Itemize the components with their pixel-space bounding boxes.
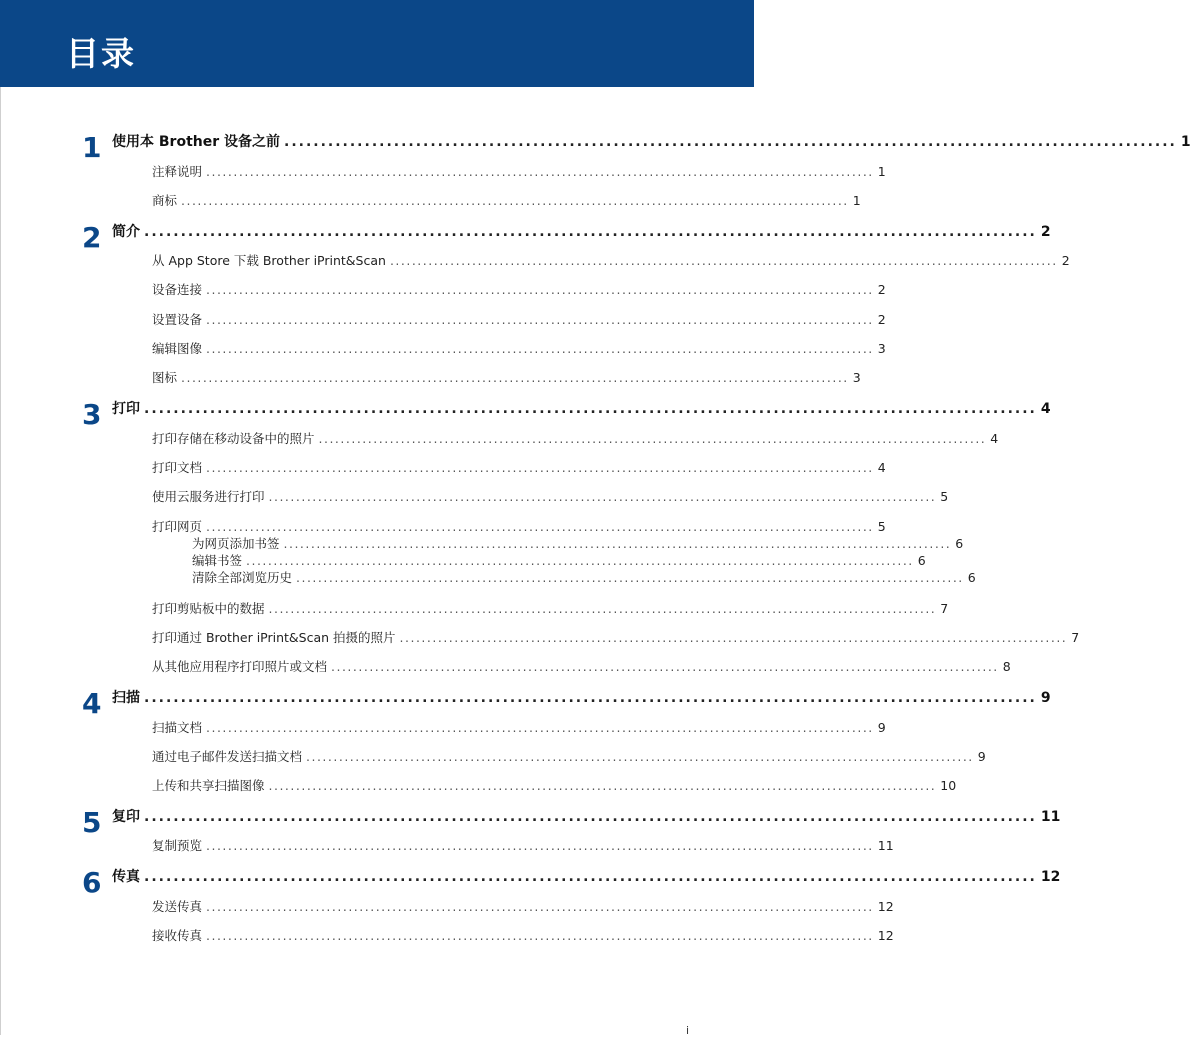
- section-entry[interactable]: [152, 339, 886, 357]
- chapter-number: 4: [82, 687, 102, 720]
- section-title: 发送传真: [152, 899, 203, 914]
- subsection-title: 为网页添加书签: [192, 536, 280, 551]
- chapter-title: 使用本 Brother 设备之前: [112, 134, 280, 150]
- section-title: 复制预览: [152, 838, 203, 853]
- chapter-entry[interactable]: [112, 398, 1051, 418]
- chapter-entry[interactable]: [112, 806, 1061, 826]
- dot-leader: ..........................................................................................................................: [206, 312, 874, 327]
- chapter-entry[interactable]: [112, 687, 1051, 707]
- page-number: 12: [1040, 869, 1061, 885]
- chapter-title: 传真: [112, 869, 140, 885]
- section-title: 使用云服务进行打印: [152, 489, 265, 504]
- dot-leader: ..........................................................................................................................: [206, 899, 874, 914]
- page-number: 10: [940, 778, 957, 793]
- dot-leader: ..........................................................................................................................: [268, 778, 937, 793]
- page-number: 7: [940, 601, 949, 616]
- section-entry[interactable]: [152, 776, 957, 794]
- page-number: 6: [955, 536, 964, 551]
- section-title: 打印网页: [152, 519, 203, 534]
- dot-leader: ..........................................................................................................................: [399, 630, 1068, 645]
- page-number: 7: [1071, 630, 1080, 645]
- page-number: 9: [877, 720, 886, 735]
- page-number: 2: [1040, 224, 1051, 240]
- dot-leader: ..........................................................................................................................: [283, 536, 952, 551]
- section-title: 图标: [152, 370, 178, 385]
- chapter-title: 打印: [112, 401, 140, 417]
- dot-leader: ..........................................................................................................................: [246, 553, 914, 568]
- dot-leader: ..........................................................................................................................: [268, 489, 937, 504]
- section-title: 上传和共享扫描图像: [152, 778, 265, 793]
- page-marker: i: [686, 1024, 690, 1037]
- section-entry[interactable]: [152, 628, 1080, 646]
- page-number: 4: [1040, 401, 1051, 417]
- dot-leader: ..........................................................................................................................: [268, 601, 937, 616]
- page-number: 1: [877, 164, 886, 179]
- page-number: 5: [877, 519, 886, 534]
- page-number: 2: [1061, 253, 1070, 268]
- section-title: 编辑图像: [152, 341, 203, 356]
- chapter-number: 3: [82, 398, 102, 431]
- section-entry[interactable]: [152, 191, 861, 209]
- page-number: 3: [852, 370, 861, 385]
- section-entry[interactable]: [152, 251, 1070, 269]
- dot-leader: ..........................................................................................................................: [331, 659, 999, 674]
- section-entry[interactable]: [152, 162, 886, 180]
- section-title: 从其他应用程序打印照片或文档: [152, 659, 328, 674]
- page-number: 11: [1040, 809, 1061, 825]
- dot-leader: ..........................................................................................................................: [389, 253, 1058, 268]
- chapter-title: 复印: [112, 809, 140, 825]
- dot-leader: ..........................................................................................................................: [181, 193, 849, 208]
- section-entry[interactable]: [152, 897, 894, 915]
- page-number: 6: [917, 553, 926, 568]
- dot-leader: ..........................................................................................................................: [144, 869, 1037, 885]
- page-number: 1: [1180, 134, 1191, 150]
- page-number: 11: [877, 838, 894, 853]
- dot-leader: ..........................................................................................................................: [206, 519, 874, 534]
- dot-leader: ..........................................................................................................................: [318, 431, 987, 446]
- dot-leader: ..........................................................................................................................: [206, 164, 874, 179]
- section-entry[interactable]: [152, 926, 894, 944]
- page-number: 2: [877, 282, 886, 297]
- section-title: 商标: [152, 193, 178, 208]
- section-entry[interactable]: [152, 487, 949, 505]
- dot-leader: ..........................................................................................................................: [144, 224, 1037, 240]
- section-title: 打印通过 Brother iPrint&Scan 拍摄的照片: [152, 630, 396, 645]
- dot-leader: ..........................................................................................................................: [206, 720, 874, 735]
- section-title: 打印剪贴板中的数据: [152, 601, 265, 616]
- page-number: 12: [877, 928, 894, 943]
- section-entry[interactable]: [152, 718, 886, 736]
- dot-leader: ..........................................................................................................................: [296, 570, 964, 585]
- section-entry[interactable]: [152, 280, 886, 298]
- page-number: 4: [877, 460, 886, 475]
- page-number: 5: [940, 489, 949, 504]
- subsection-title: 清除全部浏览历史: [192, 570, 293, 585]
- dot-leader: ..........................................................................................................................: [144, 401, 1037, 417]
- dot-leader: ..........................................................................................................................: [181, 370, 849, 385]
- dot-leader: ..........................................................................................................................: [144, 690, 1037, 706]
- dot-leader: ..........................................................................................................................: [206, 460, 874, 475]
- subsection-entry[interactable]: [192, 534, 964, 552]
- chapter-number: 6: [82, 866, 102, 899]
- section-entry[interactable]: [152, 657, 1011, 675]
- subsection-title: 编辑书签: [192, 553, 243, 568]
- dot-leader: ..........................................................................................................................: [284, 134, 1177, 150]
- section-title: 通过电子邮件发送扫描文档: [152, 749, 303, 764]
- section-title: 接收传真: [152, 928, 203, 943]
- section-title: 打印文档: [152, 460, 203, 475]
- dot-leader: ..........................................................................................................................: [306, 749, 974, 764]
- section-entry[interactable]: [152, 429, 999, 447]
- section-entry[interactable]: [152, 599, 949, 617]
- dot-leader: ..........................................................................................................................: [206, 838, 874, 853]
- page-number: 9: [1040, 690, 1051, 706]
- page-number: 9: [977, 749, 986, 764]
- dot-leader: ..........................................................................................................................: [144, 809, 1037, 825]
- section-entry[interactable]: [152, 747, 986, 765]
- chapter-entry[interactable]: [112, 221, 1051, 241]
- page-number: 2: [877, 312, 886, 327]
- page-number: 3: [877, 341, 886, 356]
- section-title: 设备连接: [152, 282, 203, 297]
- chapter-entry[interactable]: [112, 866, 1061, 886]
- section-entry[interactable]: [152, 368, 861, 386]
- section-title: 设置设备: [152, 312, 203, 327]
- chapter-number: 5: [82, 806, 102, 839]
- section-title: 打印存储在移动设备中的照片: [152, 431, 315, 446]
- page-number: 1: [852, 193, 861, 208]
- subsection-entry[interactable]: [192, 568, 976, 586]
- chapter-entry[interactable]: [112, 131, 1191, 151]
- chapter-title: 扫描: [112, 690, 140, 706]
- dot-leader: ..........................................................................................................................: [206, 341, 874, 356]
- chapter-number: 2: [82, 221, 102, 254]
- section-title: 扫描文档: [152, 720, 203, 735]
- dot-leader: ..........................................................................................................................: [206, 282, 874, 297]
- section-entry[interactable]: [152, 836, 894, 854]
- section-entry[interactable]: [152, 458, 886, 476]
- section-entry[interactable]: [152, 310, 886, 328]
- chapter-title: 简介: [112, 224, 140, 240]
- page-number: 8: [1002, 659, 1011, 674]
- dot-leader: ..........................................................................................................................: [206, 928, 874, 943]
- page-number: 6: [967, 570, 976, 585]
- page-number: 4: [990, 431, 999, 446]
- page-title: 目录: [66, 34, 136, 73]
- section-title: 从 App Store 下载 Brother iPrint&Scan: [152, 253, 386, 268]
- chapter-number: 1: [82, 131, 102, 164]
- section-title: 注释说明: [152, 164, 203, 179]
- subsection-entry[interactable]: [192, 551, 926, 569]
- section-entry[interactable]: [152, 517, 886, 535]
- page-number: 12: [877, 899, 894, 914]
